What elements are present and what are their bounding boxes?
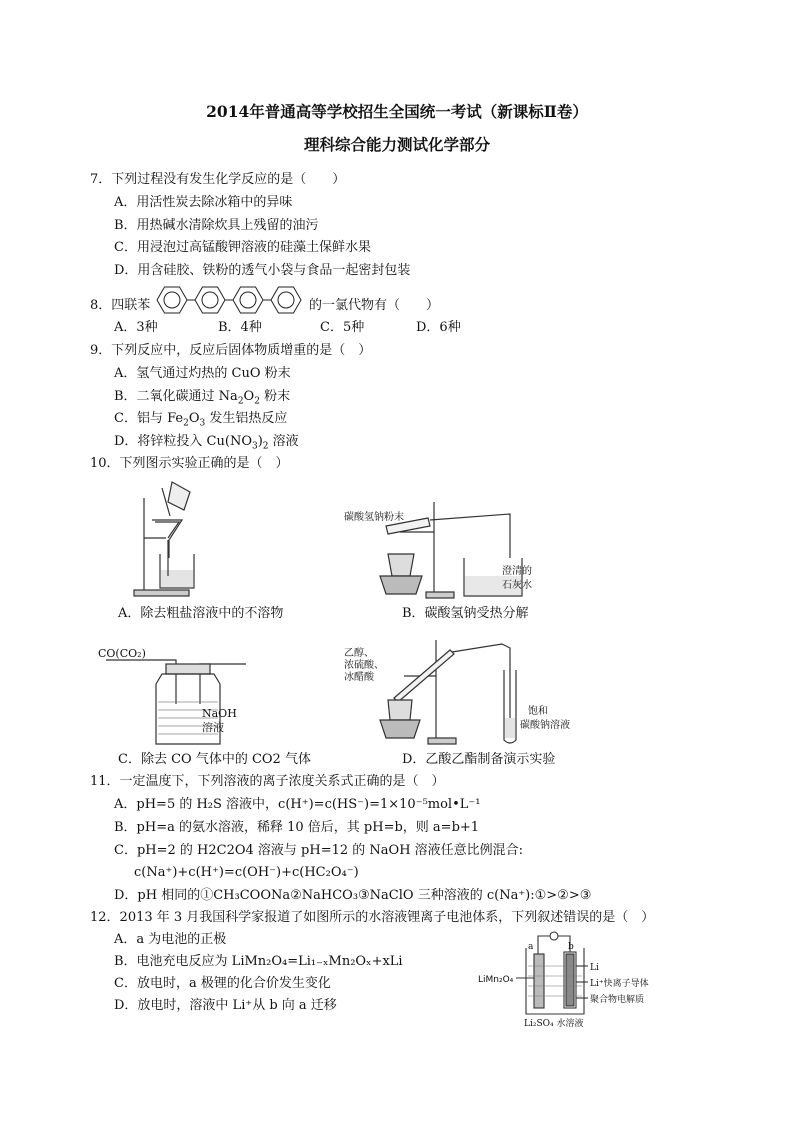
q10-stem: 10．下列图示实验正确的是（ ） — [90, 456, 289, 471]
q10-option-c: C．除去 CO 气体中的 CO2 气体 — [118, 752, 311, 767]
figure-b-label-limewater-2: 石灰水 — [502, 580, 532, 591]
battery-label-b: b — [568, 942, 574, 952]
battery-label-a: a — [528, 942, 534, 952]
figure-d-label-sodium-carbonate: 碳酸钠溶液 — [520, 720, 570, 731]
figure-c-label-solution: 溶液 — [202, 721, 224, 734]
q7-stem: 7．下列过程没有发生化学反应的是（ ） — [90, 172, 346, 187]
q8-option-a: A．3种 — [114, 320, 158, 335]
q10-option-a: A．除去粗盐溶液中的不溶物 — [118, 606, 284, 621]
figure-d-label-acetic: 冰醋酸 — [344, 672, 374, 683]
q7-option-a: A．用活性炭去除冰箱中的异味 — [114, 195, 293, 210]
figure-b-label-limewater-1: 澄清的 — [502, 566, 532, 577]
battery-label-conductor: Li⁺快离子导体 — [590, 979, 649, 989]
figure-b-label-powder: 碳酸氢钠粉末 — [344, 512, 404, 523]
exam-subtitle: 理科综合能力测试化学部分 — [303, 135, 490, 154]
q8-suffix: 的一氯代物有（ ） — [309, 298, 440, 313]
q12-option-d: D．放电时，溶液中 Li⁺从 b 向 a 迁移 — [114, 998, 337, 1013]
q9-option-c: C．铝与 $Fe_2O_3$ 发生铝热反应 — [114, 411, 288, 429]
battery-label-limn2o4: LiMn₂O₄ — [478, 975, 514, 985]
q7-option-d: D．用含硅胶、铁粉的透气小袋与食品一起密封包装 — [114, 263, 411, 278]
q11-option-a: A．pH=5 的 H₂S 溶液中，c(H⁺)=c(HS⁻)=1×10⁻⁵mol•L⁻¹ — [114, 797, 481, 812]
battery-label-li: Li — [590, 963, 599, 973]
q9-option-d: D．将锌粒投入 $Cu(NO_3)_2$ 溶液 — [114, 434, 299, 452]
exam-title: 2014年普通高等学校招生全国统一考试（新课标Ⅱ卷） — [206, 102, 588, 121]
q11-option-d: D．pH 相同的①CH₃COONa②NaHCO₃③NaClO 三种溶液的 c(Na⁺):①>②>③ — [114, 888, 592, 903]
battery-label-polymer: 聚合物电解质 — [590, 995, 645, 1005]
q9-stem: 9．下列反应中，反应后固体物质增重的是（ ） — [90, 343, 372, 358]
q10-option-d: D．乙酸乙酯制备演示实验 — [402, 752, 556, 767]
q7-option-b: B．用热碱水清除炊具上残留的油污 — [114, 218, 319, 233]
figure-d-label-sulfuric: 浓硫酸、 — [344, 660, 384, 671]
figure-c-label-naoh: NaOH — [202, 707, 237, 720]
figure-d-label-ethanol: 乙醇、 — [344, 648, 374, 659]
q11-option-b: B．pH=a 的氨水溶液，稀释 10 倍后，其 pH=b，则 a=b+1 — [114, 820, 480, 835]
q10-option-b: B．碳酸氢钠受热分解 — [402, 606, 529, 621]
figure-d-label-saturated: 饱和 — [528, 706, 548, 717]
q12-option-c: C．放电时，a 极锂的化合价发生变化 — [114, 976, 331, 991]
q7-option-c: C．用浸泡过高锰酸钾溶液的硅藻土保鲜水果 — [114, 240, 371, 255]
benzene-ring-3 — [233, 287, 263, 313]
q11-stem: 11．一定温度下，下列溶液的离子浓度关系式正确的是（ ） — [90, 774, 445, 789]
q12-option-a: A．a 为电池的正极 — [114, 932, 227, 947]
quaterphenyl-structure — [154, 284, 308, 316]
battery-label-solution: Li₂SO₄ 水溶液 — [524, 1019, 584, 1029]
q8-option-b: B．4种 — [218, 320, 262, 335]
figure-c-label-gas: CO(CO₂) — [98, 647, 146, 660]
benzene-ring-2 — [195, 287, 225, 313]
q8-prefix: 8．四联苯 — [90, 298, 151, 313]
q12-option-b: B．电池充电反应为 LiMn₂O₄=Li₁₋ₓMn₂Oₓ+xLi — [114, 954, 403, 969]
q11-option-c-line2: c(Na⁺)+c(H⁺)=c(OH⁻)+c(HC₂O₄⁻) — [134, 865, 359, 880]
benzene-ring-1 — [157, 287, 187, 313]
q12-stem: 12．2013 年 3 月我国科学家报道了如图所示的水溶液锂离子电池体系，下列叙述错误的是（ ） — [90, 910, 655, 925]
q11-option-c: C．pH=2 的 H2C2O4 溶液与 pH=12 的 NaOH 溶液任意比例混合: — [114, 843, 524, 858]
figure-a-filtration — [132, 480, 232, 600]
q9-option-b: B．二氧化碳通过 $Na_2O_2$ 粉末 — [114, 389, 291, 407]
q8-option-d: D．6种 — [416, 320, 461, 335]
benzene-ring-4 — [271, 287, 301, 313]
q8-option-c: C．5种 — [320, 320, 365, 335]
q9-option-a: A．氢气通过灼热的 CuO 粉末 — [114, 366, 291, 381]
